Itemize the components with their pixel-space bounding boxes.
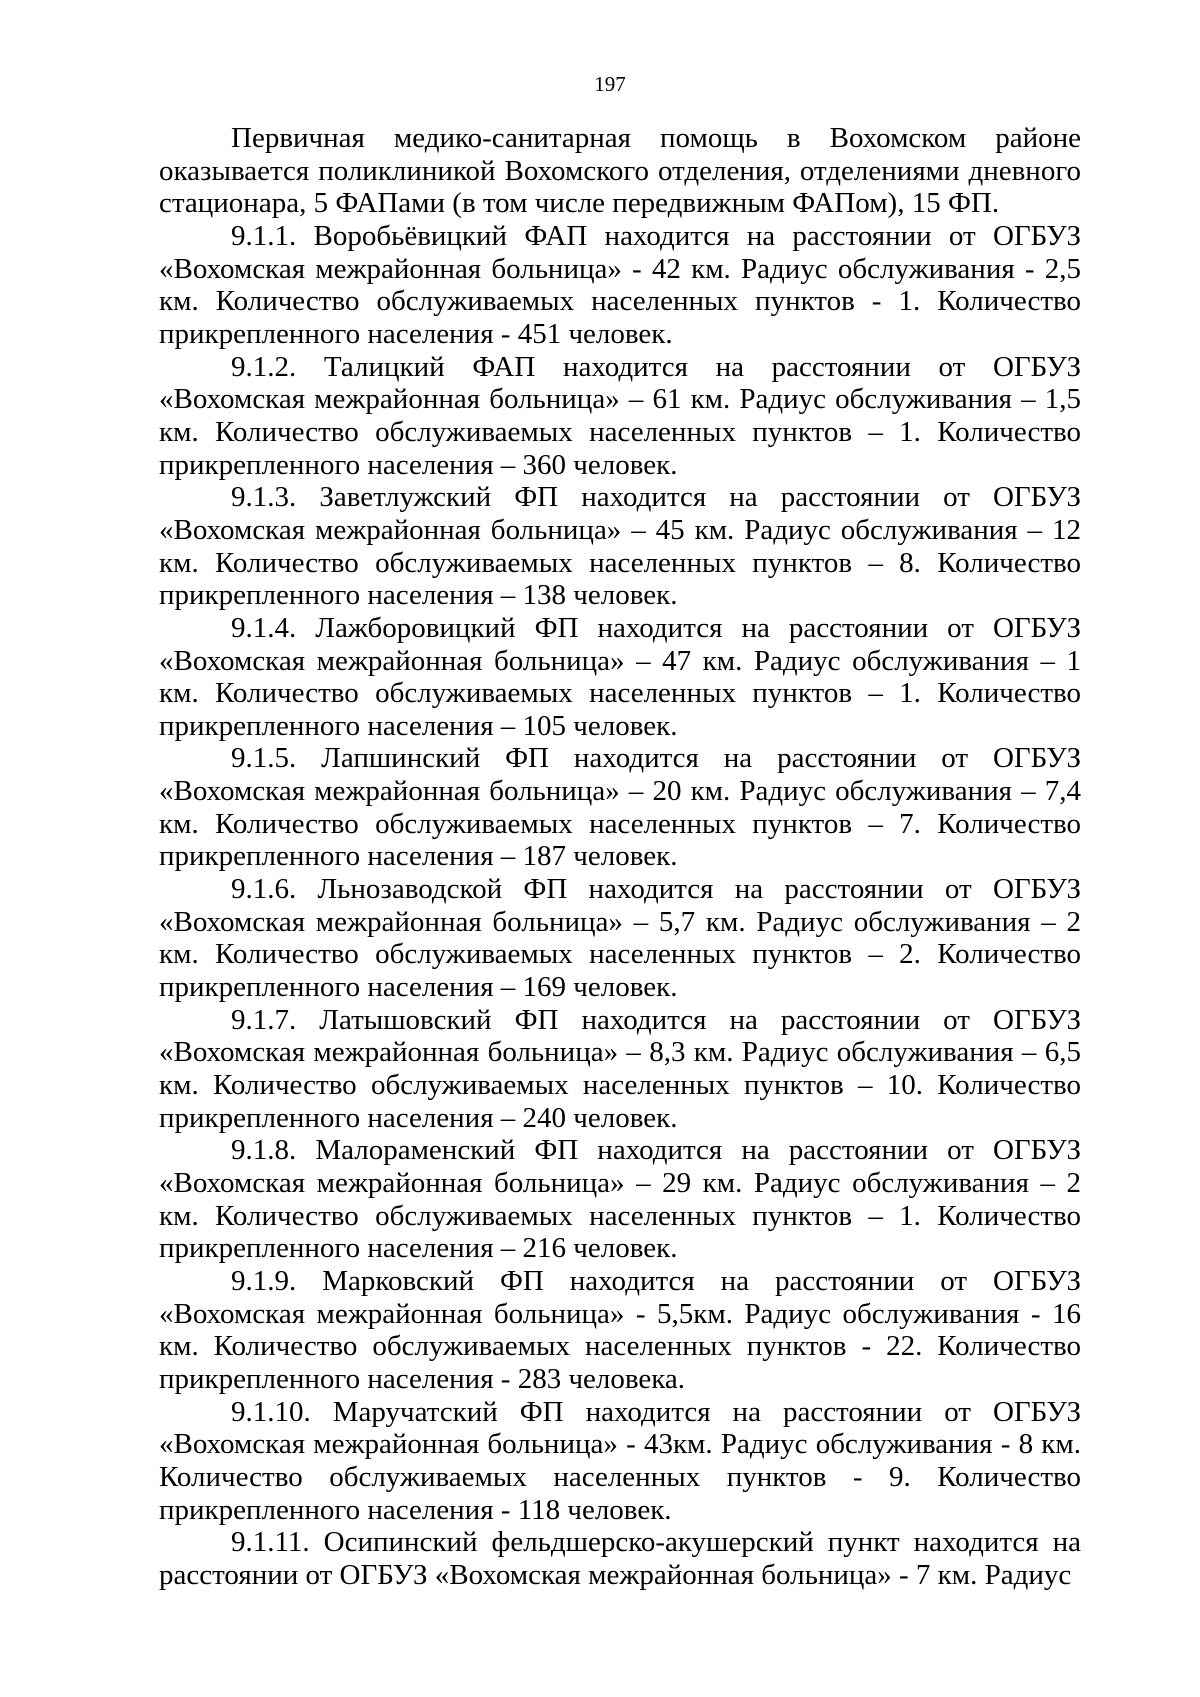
paragraph-9-1-1: 9.1.1. Воробьёвицкий ФАП находится на расстоянии от ОГБУЗ «Вохомская межрайонная больница» - 42 км. Радиус обслуживания - 2,5 км. Количество обслуживаемых населенных пунктов - 1. Количество прикрепленного населения - 451 человек. xyxy=(159,219,1081,350)
paragraph-9-1-9: 9.1.9. Марковский ФП находится на расстоянии от ОГБУЗ «Вохомская межрайонная больница» - 5,5км. Радиус обслуживания - 16 км. Количество обслуживаемых населенных пунктов - 22. Количество прикрепленного населения - 283 человека. xyxy=(159,1264,1081,1395)
paragraph-9-1-10: 9.1.10. Маручатский ФП находится на расстоянии от ОГБУЗ «Вохомская межрайонная больница» - 43км. Радиус обслуживания - 8 км. Количество обслуживаемых населенных пунктов - 9. Количество прикрепленного населения - 118 человек. xyxy=(159,1395,1081,1526)
paragraph-9-1-3: 9.1.3. Заветлужский ФП находится на расстоянии от ОГБУЗ «Вохомская межрайонная больница» – 45 км. Радиус обслуживания – 12 км. Количество обслуживаемых населенных пунктов – 8. Количество прикрепленного населения – 138 человек. xyxy=(159,481,1081,612)
paragraph-9-1-6: 9.1.6. Льнозаводской ФП находится на расстоянии от ОГБУЗ «Вохомская межрайонная больница» – 5,7 км. Радиус обслуживания – 2 км. Количество обслуживаемых населенных пунктов – 2. Количество прикрепленного населения – 169 человек. xyxy=(159,873,1081,1004)
paragraph-9-1-8: 9.1.8. Малораменский ФП находится на расстоянии от ОГБУЗ «Вохомская межрайонная больница» – 29 км. Радиус обслуживания – 2 км. Количество обслуживаемых населенных пунктов – 1. Количество прикрепленного населения – 216 человек. xyxy=(159,1134,1081,1265)
page-number: 197 xyxy=(594,72,626,96)
paragraph-9-1-2: 9.1.2. Талицкий ФАП находится на расстоянии от ОГБУЗ «Вохомская межрайонная больница» – 61 км. Радиус обслуживания – 1,5 км. Количество обслуживаемых населенных пунктов – 1. Количество прикрепленного населения – 360 человек. xyxy=(159,350,1081,481)
paragraph-intro: Первичная медико-санитарная помощь в Вохомском районе оказывается поликлиникой Вохомского отделения, отделениями дневного стационара, 5 ФАПами (в том числе передвижным ФАПом), 15 ФП. xyxy=(159,122,1081,220)
paragraph-9-1-5: 9.1.5. Лапшинский ФП находится на расстоянии от ОГБУЗ «Вохомская межрайонная больница» – 20 км. Радиус обслуживания – 7,4 км. Количество обслуживаемых населенных пунктов – 7. Количество прикрепленного населения – 187 человек. xyxy=(159,742,1081,873)
paragraph-9-1-4: 9.1.4. Лажборовицкий ФП находится на расстоянии от ОГБУЗ «Вохомская межрайонная больница» – 47 км. Радиус обслуживания – 1 км. Количество обслуживаемых населенных пунктов – 1. Количество прикрепленного населения – 105 человек. xyxy=(159,611,1081,742)
paragraph-9-1-11: 9.1.11. Осипинский фельдшерско-акушерский пункт находится на расстоянии от ОГБУЗ «Вохомская межрайонная больница» - 7 км. Радиус xyxy=(159,1526,1081,1591)
paragraph-9-1-7: 9.1.7. Латышовский ФП находится на расстоянии от ОГБУЗ «Вохомская межрайонная больница» – 8,3 км. Радиус обслуживания – 6,5 км. Количество обслуживаемых населенных пунктов – 10. Количество прикрепленного населения – 240 человек. xyxy=(159,1003,1081,1134)
document-body xyxy=(159,122,1081,1592)
